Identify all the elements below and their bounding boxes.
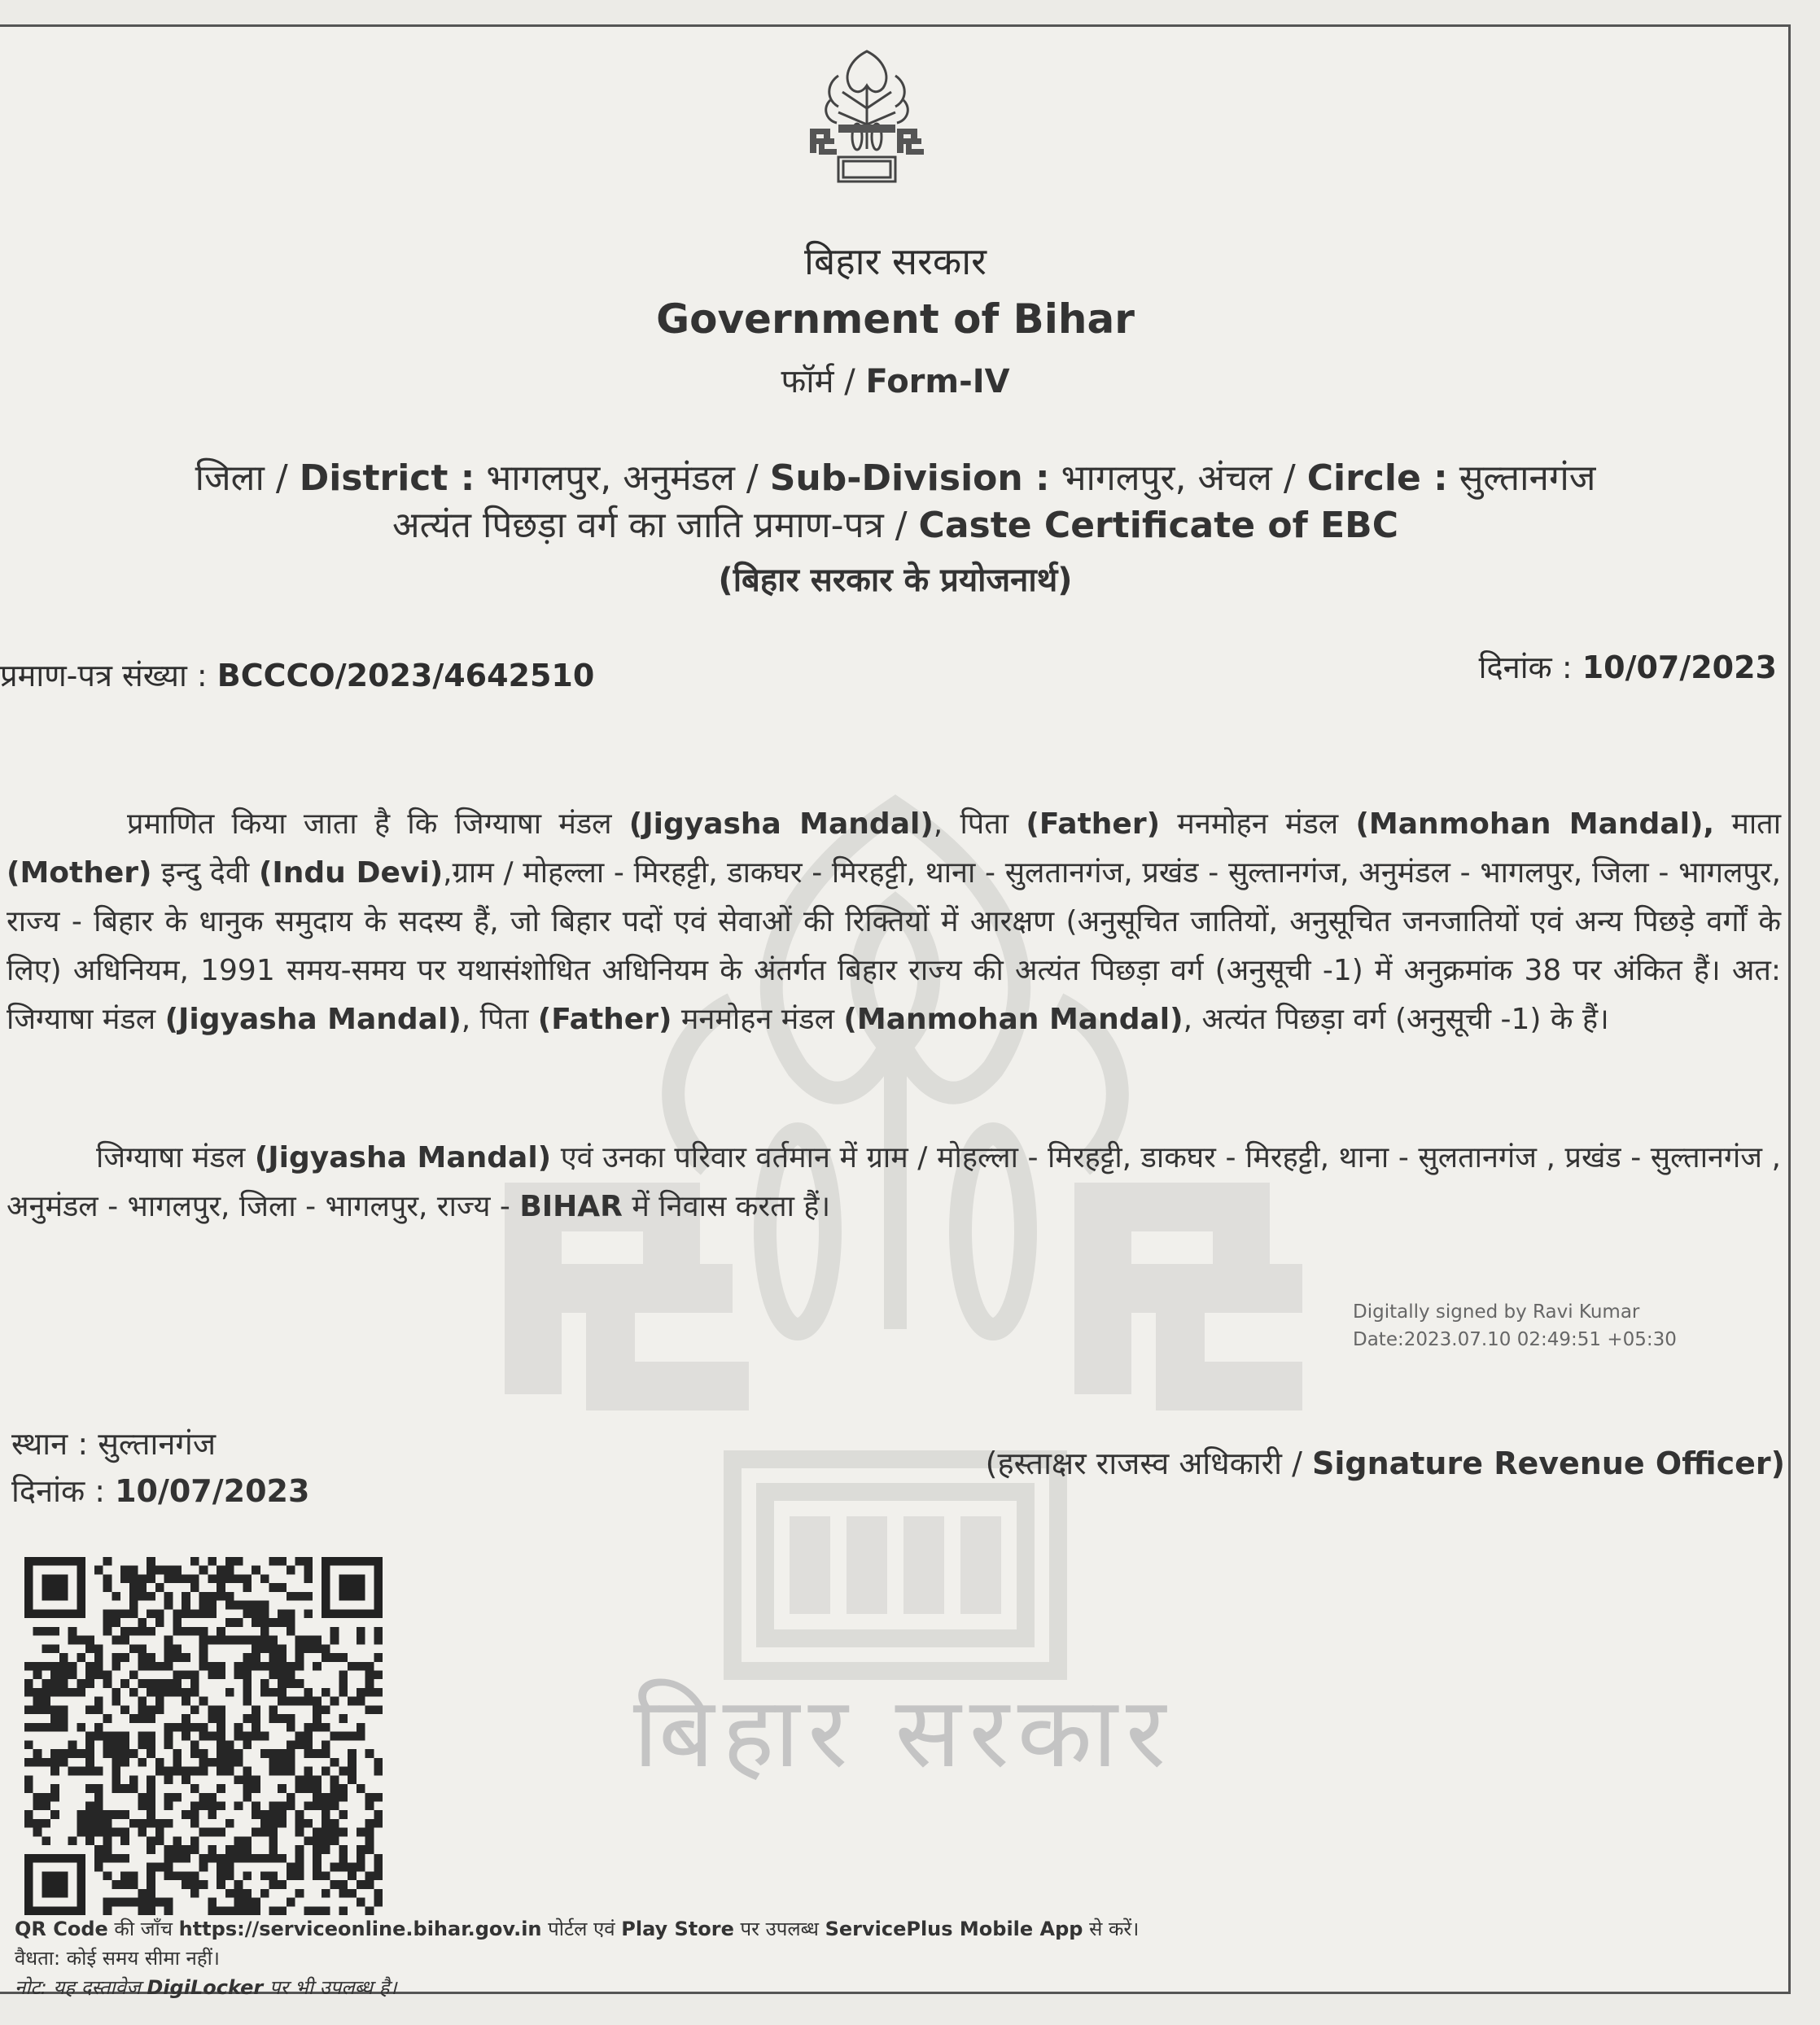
para2-text: जिग्याषा मंडल xyxy=(96,1141,255,1174)
footer-text: पर उपलब्ध xyxy=(733,1918,825,1940)
certificate-number-label: प्रमाण-पत्र संख्या : xyxy=(0,658,217,693)
para1-father-en: (Father) xyxy=(1026,807,1161,841)
footer-play-store: Play Store xyxy=(621,1918,734,1940)
para1-mother-name-en: (Indu Devi) xyxy=(258,856,444,890)
para1-name-en: (Jigyasha Mandal) xyxy=(628,807,934,841)
place xyxy=(11,1420,309,1467)
para2-state-en: BIHAR xyxy=(519,1190,623,1223)
para1-mother-en: (Mother) xyxy=(7,856,152,890)
date-bottom-label: दिनांक : xyxy=(11,1473,116,1509)
digital-signature xyxy=(1353,1298,1677,1354)
certificate-title-hi: अत्यंत पिछड़ा वर्ग का जाति प्रमाण-पत्र / xyxy=(392,505,919,546)
para1-text: , अत्यंत पिछड़ा वर्ग (अनुसूची -1) के हैं। xyxy=(1183,1003,1609,1036)
district-en: District : xyxy=(299,457,475,499)
footer-digilocker: DigiLocker xyxy=(147,1976,264,1999)
para2-text: में निवास करता हैं। xyxy=(622,1190,831,1223)
certificate-title xyxy=(0,499,1791,548)
certificate-paragraph-2 xyxy=(7,1134,1781,1231)
footer-text: से करें। xyxy=(1083,1918,1140,1940)
form-label-hi: फॉर्म / xyxy=(781,363,866,400)
form-label-en: Form-IV xyxy=(865,363,1010,400)
footer-note-text: पर भी उपलब्ध है। xyxy=(263,1976,397,1999)
digital-signature-date: Date:2023.07.10 02:49:51 +05:30 xyxy=(1353,1329,1677,1350)
certificate-title-en: Caste Certificate of EBC xyxy=(918,505,1398,546)
signature-label-hi: (हस्ताक्षर राजस्व अधिकारी / xyxy=(985,1445,1312,1481)
location-line xyxy=(0,452,1791,501)
footer-validity: वैधता: कोई समय सीमा नहीं। xyxy=(15,1947,220,1970)
footer-portal-url: https://serviceonline.bihar.gov.in xyxy=(178,1918,542,1940)
place-value: सुल्तानगंज xyxy=(98,1426,217,1462)
signature-revenue-officer xyxy=(986,1441,1785,1484)
form-number xyxy=(0,357,1791,402)
para1-text: ,ग्राम / मोहल्ला - मिरहट्टी, डाकघर - मिरहट्टी, थाना - सुलतानगंज, प्रखंड - सुल्तानगंज, अनुमंडल - भागलपुर, जिला - भागलपुर, राज्य - बिहार के धानुक समुदाय के सदस्य हैं, जो बिहार पदों एवं सेवाओं की रिक्तियों में आरक्षण (अनुसूचित जातियों, अनुसूचित जनजातियों एवं अन्य पिछड़े वर्गों के लिए) अधिनियम, 1991 समय-समय पर यथासंशोधित अधिनियम के अंतर्गत बिहार राज्य की अत्यंत पिछड़ा वर्ग (अनुसूची -1) में अनुक्रमांक 38 पर अंकित हैं। अत: जिग्याषा मंडल xyxy=(7,856,1782,1036)
signature-label-en: Signature Revenue Officer) xyxy=(1311,1445,1785,1481)
para1-father-en: (Father) xyxy=(537,1003,672,1036)
date-bottom-value: 10/07/2023 xyxy=(115,1473,310,1509)
district-hi: जिला / xyxy=(195,457,300,499)
certificate-purpose: (बिहार सरकार के प्रयोजनार्थ) xyxy=(718,562,1073,599)
para1-name-en: (Jigyasha Mandal) xyxy=(164,1003,462,1036)
place-label: स्थान : xyxy=(11,1426,98,1462)
para1-text: , पिता xyxy=(933,807,1026,841)
footer-qr-text: QR Code xyxy=(15,1918,108,1940)
bihar-emblem-logo xyxy=(806,43,928,206)
footer-note xyxy=(15,1974,396,2001)
date-bottom xyxy=(11,1467,309,1515)
footer-qr-verification xyxy=(15,1915,1139,1942)
footer-text: की जाँच xyxy=(107,1918,179,1940)
district-value: भागलपुर, अनुमंडल / xyxy=(475,457,770,499)
issue-date-value: 10/07/2023 xyxy=(1582,649,1777,685)
issue-date-top xyxy=(1479,645,1777,688)
header-hindi-title: बिहार सरकार xyxy=(804,239,987,283)
header-english-title: Government of Bihar xyxy=(656,295,1135,343)
subdivision-value: भागलपुर, अंचल / xyxy=(1049,457,1307,499)
para2-text: एवं उनका परिवार वर्तमान में ग्राम / मोहल्ला - मिरहट्टी, डाकघर - मिरहट्टी, थाना - सुलतानगंज , प्रखंड - सुल्तानगंज , अनुमंडल - भागलपुर, जिला - भागलपुर, राज्य - xyxy=(7,1141,1781,1223)
certificate-paragraph-1 xyxy=(7,800,1781,1044)
circle-value: सुल्तानगंज xyxy=(1447,457,1596,499)
para1-father-name-en: (Manmohan Mandal) xyxy=(843,1003,1183,1036)
issue-date-label: दिनांक : xyxy=(1478,649,1582,685)
para1-text: , पिता xyxy=(461,1003,538,1036)
para1-text: माता xyxy=(1714,807,1782,841)
qr-code xyxy=(24,1557,383,1915)
para1-father-name-en: (Manmohan Mandal), xyxy=(1355,807,1715,841)
place-date-block xyxy=(11,1420,309,1515)
certificate-number xyxy=(0,654,594,696)
footer-text: पोर्टल एवं xyxy=(541,1918,622,1940)
certificate-page xyxy=(0,24,1791,1999)
para1-text: मनमोहन मंडल xyxy=(1160,807,1356,841)
digital-signature-signer: Digitally signed by Ravi Kumar xyxy=(1353,1301,1640,1323)
para1-text: इन्दु देवी xyxy=(151,856,259,890)
footer-app-name: ServicePlus Mobile App xyxy=(825,1918,1083,1940)
certificate-number-value: BCCCO/2023/4642510 xyxy=(217,658,595,693)
para1-text: प्रमाणित किया जाता है कि जिग्याषा मंडल xyxy=(127,807,629,841)
para2-name-en: (Jigyasha Mandal) xyxy=(254,1141,552,1174)
footer-note-text: नोट: यह दस्तावेज xyxy=(15,1976,147,1999)
para1-text: मनमोहन मंडल xyxy=(672,1003,844,1036)
subdivision-en: Sub-Division : xyxy=(769,457,1050,499)
circle-en: Circle : xyxy=(1306,457,1448,499)
watermark-text: बिहार सरकार xyxy=(632,1677,1175,1790)
